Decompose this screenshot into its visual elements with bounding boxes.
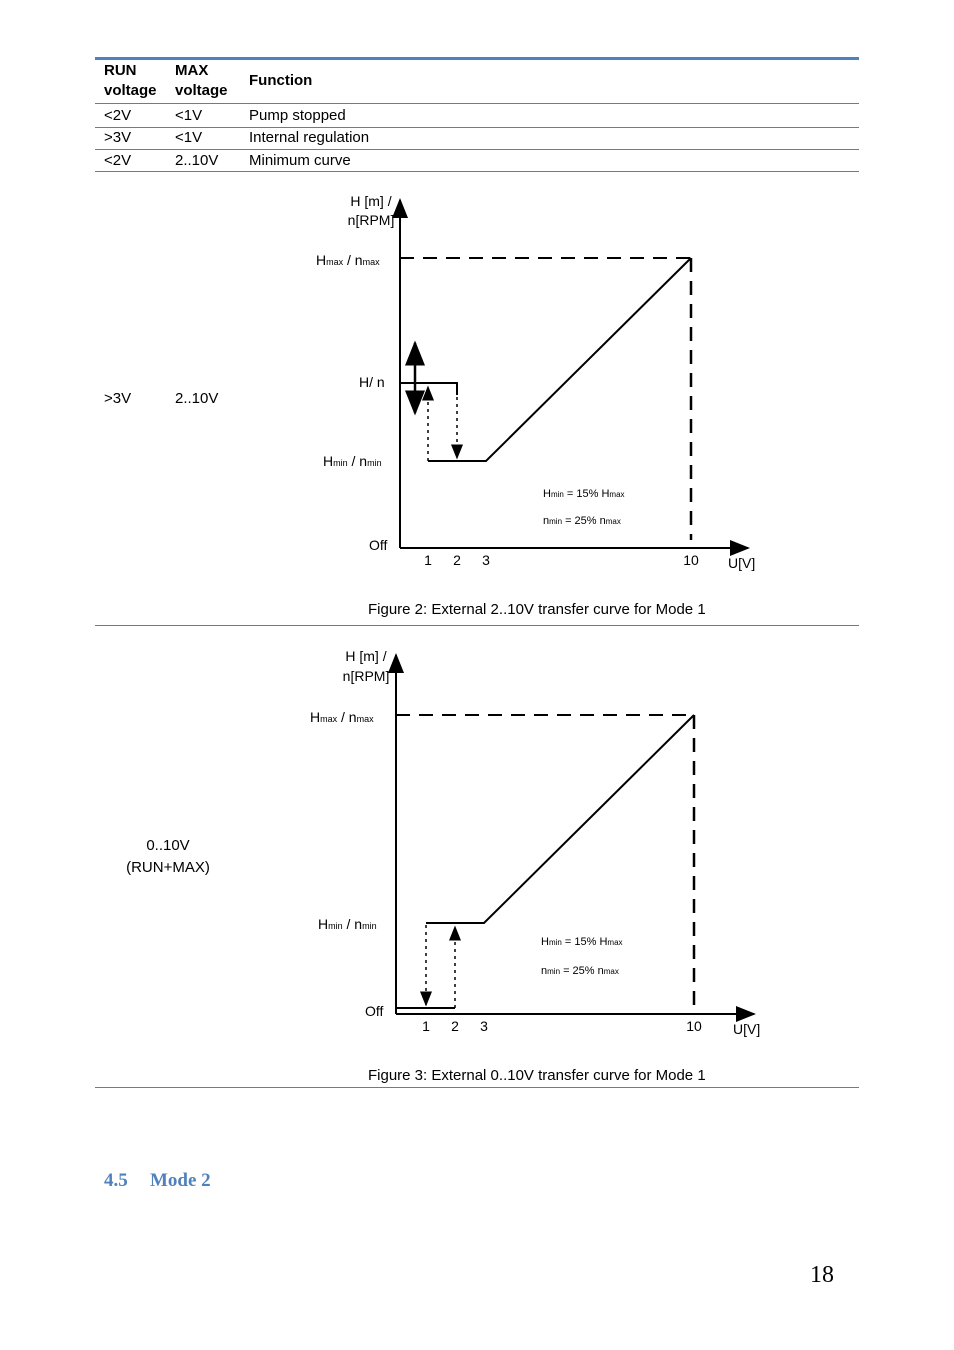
- fig3-ylabel-line2: n[RPM]: [342, 668, 390, 684]
- section-number: 4.5: [104, 1170, 128, 1191]
- row-2-max: <1V: [175, 129, 203, 146]
- figure-2-chart: [316, 193, 755, 571]
- fig2-tick-3: 3: [482, 552, 490, 568]
- fig3-transfer-curve: [426, 715, 694, 923]
- figure-3-caption: Figure 3: External 0..10V transfer curve for Mode 1: [368, 1067, 706, 1084]
- fig2-hmax-label: Hmax / nmax: [316, 252, 380, 268]
- fig2-hmin-label: Hmin / nmin: [323, 453, 382, 469]
- row-1-function: Pump stopped: [249, 107, 346, 124]
- fig3-ylabel-line1: H [m] /: [345, 648, 387, 664]
- figure-3-chart: [310, 648, 760, 1037]
- row-5-line1: 0..10V: [146, 837, 190, 854]
- section-title: Mode 2: [150, 1170, 211, 1191]
- row-4-max: 2..10V: [175, 390, 219, 407]
- fig3-tick-10: 10: [686, 1018, 702, 1034]
- header-run-line1: RUN: [104, 62, 137, 79]
- fig2-tick-2: 2: [453, 552, 461, 568]
- row-3-function: Minimum curve: [249, 152, 351, 169]
- header-function: Function: [249, 72, 313, 89]
- row-4-run: >3V: [104, 390, 132, 407]
- row-1-max: <1V: [175, 107, 203, 124]
- fig2-tick-1: 1: [424, 552, 432, 568]
- fig3-note-nmin: nmin = 25% nmax: [541, 965, 619, 977]
- page-number: 18: [810, 1262, 834, 1288]
- fig3-tick-1: 1: [422, 1018, 430, 1034]
- header-max-line2: voltage: [175, 82, 228, 99]
- fig3-xlabel: U[V]: [733, 1021, 761, 1037]
- row-3-max: 2..10V: [175, 152, 219, 169]
- fig2-hn-label: H/ n: [359, 374, 385, 390]
- fig2-note-hmin: Hmin = 15% Hmax: [543, 488, 625, 500]
- row-1-run: <2V: [104, 107, 132, 124]
- header-max-line1: MAX: [175, 62, 209, 79]
- fig3-off-label: Off: [365, 1003, 384, 1019]
- fig3-hmin-label: Hmin / nmin: [318, 916, 377, 932]
- fig3-note-hmin: Hmin = 15% Hmax: [541, 936, 623, 948]
- fig3-hmax-label: Hmax / nmax: [310, 709, 374, 725]
- fig2-xlabel: U[V]: [728, 555, 756, 571]
- row-2-run: >3V: [104, 129, 132, 146]
- fig2-tick-10: 10: [683, 552, 699, 568]
- figure-2-caption: Figure 2: External 2..10V transfer curve for Mode 1: [368, 601, 706, 618]
- fig3-tick-3: 3: [480, 1018, 488, 1034]
- fig2-note-nmin: nmin = 25% nmax: [543, 515, 621, 527]
- fig2-min-curve: [428, 258, 691, 461]
- fig3-tick-2: 2: [451, 1018, 459, 1034]
- header-run-line2: voltage: [104, 82, 157, 99]
- fig2-ylabel-line2: n[RPM]: [347, 212, 395, 228]
- row-2-function: Internal regulation: [249, 129, 370, 146]
- fig2-off-label: Off: [369, 537, 388, 553]
- row-5-line2: (RUN+MAX): [126, 859, 210, 876]
- fig2-ylabel-line1: H [m] /: [350, 193, 392, 209]
- row-3-run: <2V: [104, 152, 132, 169]
